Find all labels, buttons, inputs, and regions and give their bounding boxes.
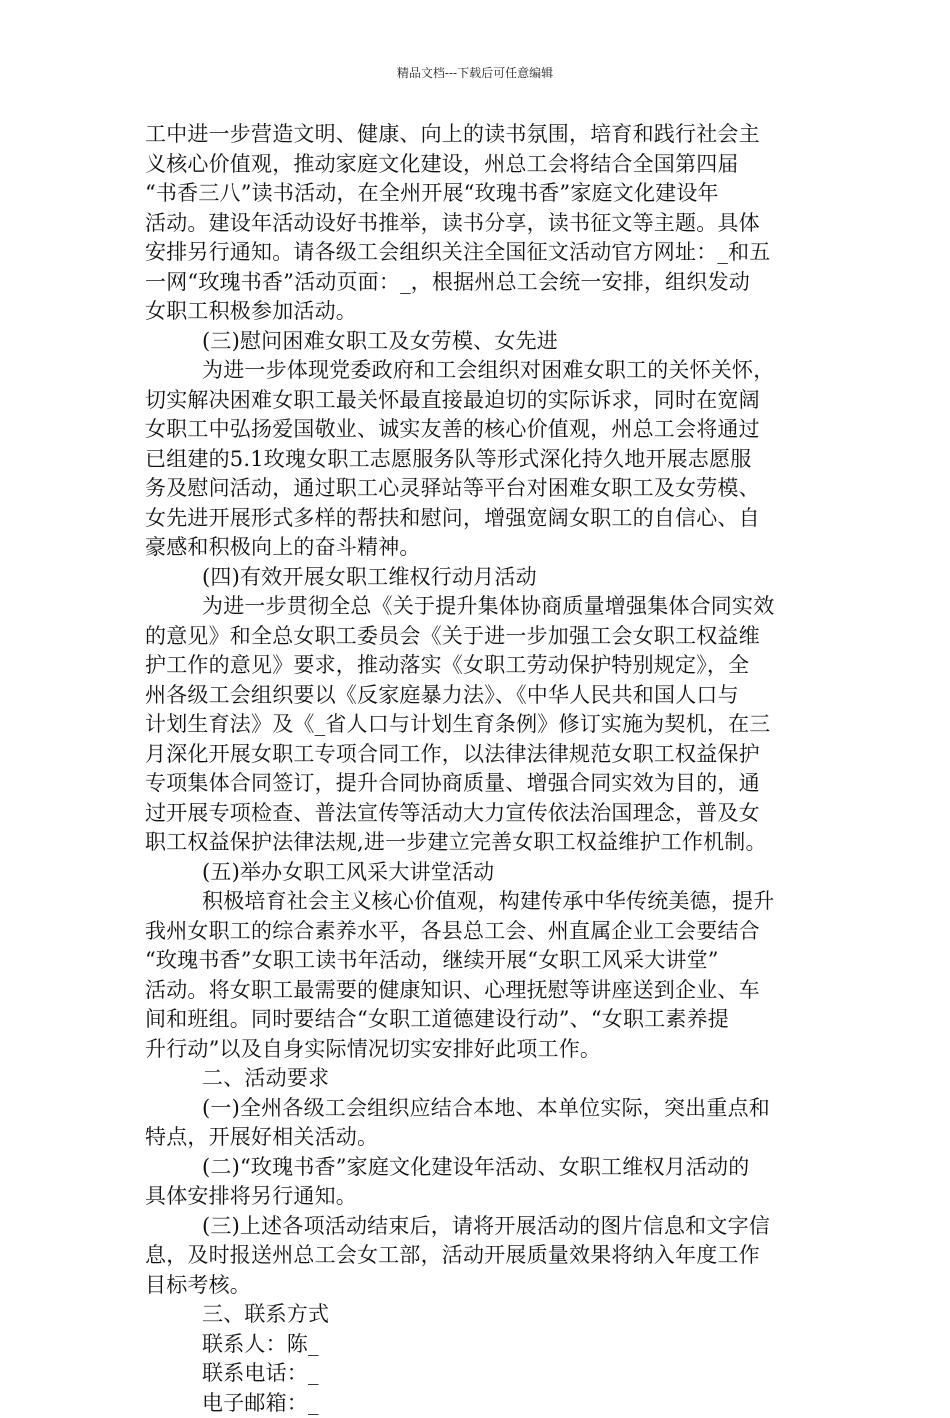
text-line: 特点，开展好相关活动。 [145, 1123, 805, 1153]
text-line: “玫瑰书香”女职工读书年活动，继续开展“女职工风采大讲堂” [145, 946, 805, 976]
text-line: 护工作的意见》要求，推动落实《女职工劳动保护特别规定》，全 [145, 651, 805, 681]
text-line: 我州女职工的综合素养水平，各县总工会、州直属企业工会要结合 [145, 917, 805, 947]
text-line: 职工权益保护法律法规,进一步建立完善女职工权益维护工作机制。 [145, 828, 805, 858]
text-line: 女职工积极参加活动。 [145, 297, 805, 327]
text-line: 计划生育法》及《_省人口与计划生育条例》修订实施为契机，在三 [145, 710, 805, 740]
text-line: 专项集体合同签订，提升合同协商质量、增强合同实效为目的，通 [145, 769, 805, 799]
text-line: 为进一步体现党委政府和工会组织对困难女职工的关怀关怀， [145, 356, 805, 386]
text-line: 积极培育社会主义核心价值观，构建传承中华传统美德，提升 [145, 887, 805, 917]
text-line: 已组建的5.1玫瑰女职工志愿服务队等形式深化持久地开展志愿服 [145, 445, 805, 475]
text-line: 目标考核。 [145, 1271, 805, 1301]
text-line: 工中进一步营造文明、健康、向上的读书氛围，培育和践行社会主 [145, 120, 805, 150]
text-line: 过开展专项检查、普法宣传等活动大力宣传依法治国理念，普及女 [145, 799, 805, 829]
text-line: 联系人：陈_ [145, 1330, 805, 1360]
page-header: 精品文档---下载后可任意编辑 [0, 64, 950, 81]
text-line: (二)“玫瑰书香”家庭文化建设年活动、女职工维权月活动的 [145, 1153, 805, 1183]
text-line: (三)慰问困难女职工及女劳模、女先进 [145, 327, 805, 357]
text-line: 联系电话：_ [145, 1359, 805, 1389]
text-line: 务及慰问活动，通过职工心灵驿站等平台对困难女职工及女劳模、 [145, 474, 805, 504]
text-line: 息，及时报送州总工会女工部，活动开展质量效果将纳入年度工作 [145, 1241, 805, 1271]
text-line: 活动。建设年活动设好书推举，读书分享，读书征文等主题。具体 [145, 209, 805, 239]
text-line: 具体安排将另行通知。 [145, 1182, 805, 1212]
document-body [145, 120, 805, 1418]
text-line: 电子邮箱：_ [145, 1389, 805, 1418]
text-line: 月深化开展女职工专项合同工作，以法律法律规范女职工权益保护 [145, 740, 805, 770]
text-line: 州各级工会组织要以《反家庭暴力法》、《中华人民共和国人口与 [145, 681, 805, 711]
text-line: 为进一步贯彻全总《关于提升集体协商质量增强集体合同实效 [145, 592, 805, 622]
text-line: 二、活动要求 [145, 1064, 805, 1094]
text-line: 的意见》和全总女职工委员会《关于进一步加强工会女职工权益维 [145, 622, 805, 652]
text-line: (一)全州各级工会组织应结合本地、本单位实际，突出重点和 [145, 1094, 805, 1124]
text-line: 活动。将女职工最需要的健康知识、心理抚慰等讲座送到企业、车 [145, 976, 805, 1006]
text-line: 三、联系方式 [145, 1300, 805, 1330]
text-line: (五)举办女职工风采大讲堂活动 [145, 858, 805, 888]
text-line: “书香三八”读书活动，在全州开展“玫瑰书香”家庭文化建设年 [145, 179, 805, 209]
text-line: 女职工中弘扬爱国敬业、诚实友善的核心价值观，州总工会将通过 [145, 415, 805, 445]
text-line: 女先进开展形式多样的帮扶和慰问，增强宽阔女职工的自信心、自 [145, 504, 805, 534]
text-line: 切实解决困难女职工最关怀最直接最迫切的实际诉求，同时在宽阔 [145, 386, 805, 416]
text-line: (四)有效开展女职工维权行动月活动 [145, 563, 805, 593]
text-line: 安排另行通知。请各级工会组织关注全国征文活动官方网址：_和五 [145, 238, 805, 268]
text-line: (三)上述各项活动结束后，请将开展活动的图片信息和文字信 [145, 1212, 805, 1242]
text-line: 间和班组。同时要结合“女职工道德建设行动”、“女职工素养提 [145, 1005, 805, 1035]
text-line: 义核心价值观，推动家庭文化建设，州总工会将结合全国第四届 [145, 150, 805, 180]
text-line: 一网“玫瑰书香”活动页面：_，根据州总工会统一安排，组织发动 [145, 268, 805, 298]
text-line: 升行动”以及自身实际情况切实安排好此项工作。 [145, 1035, 805, 1065]
text-line: 豪感和积极向上的奋斗精神。 [145, 533, 805, 563]
